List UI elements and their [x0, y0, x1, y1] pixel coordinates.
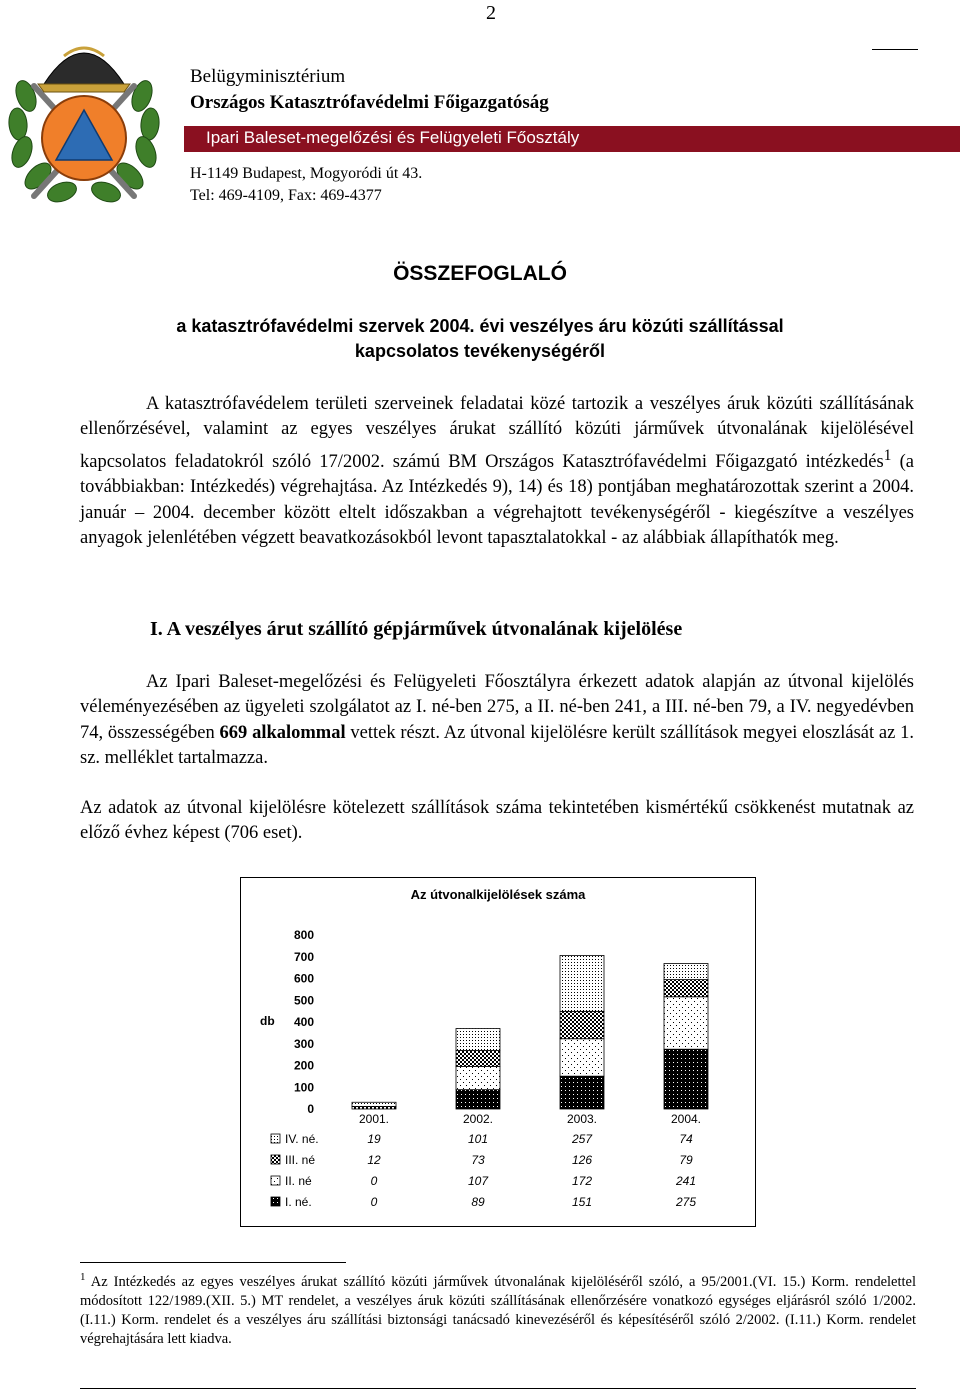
- data-table-value: 0: [370, 1195, 378, 1209]
- bar-segment: [456, 1029, 500, 1051]
- route-text-1: Az Ipari Baleset-megelőzési és Felügyeleti Főosztályra érkezett adatok alapján az útvonal kijelölés véleményezésében az ügyeleti szolgálatot az I. né-ben 275, a II. né-ben 241, a III. né-ben 79, a IV. negyedévben 74, összességében: [80, 672, 914, 743]
- data-table-value: 19: [367, 1132, 381, 1146]
- chart-title: Az útvonalkijelölések száma: [410, 887, 586, 902]
- bar-segment: [560, 1076, 604, 1109]
- data-table-value: 73: [471, 1153, 485, 1167]
- bar-segment: [560, 1011, 604, 1038]
- legend-label: III. né: [285, 1153, 316, 1167]
- y-tick-label: 100: [293, 1080, 314, 1095]
- section-1-heading: I. A veszélyes árut szállító gépjárművek útvonalának kijelölése: [150, 618, 683, 640]
- bar-segment: [664, 1049, 708, 1109]
- y-tick-label: 400: [293, 1015, 314, 1029]
- legend-swatch: [271, 1197, 280, 1206]
- x-tick-label: 2002.: [462, 1112, 494, 1126]
- bar-segment: [560, 1039, 604, 1076]
- y-tick-label: 300: [293, 1036, 314, 1051]
- page-number: 2: [486, 2, 496, 24]
- bar-segment: [352, 1102, 396, 1106]
- data-table-value: 241: [675, 1174, 697, 1188]
- department-name: Ipari Baleset-megelőzési és Felügyeleti Főosztály: [206, 128, 580, 147]
- route-total: 669 alkalommal: [219, 722, 346, 743]
- footnote-rule: [80, 1262, 346, 1263]
- comparison-paragraph: Az adatok az útvonal kijelölésre kötelezett szállítások száma tekintetében kismértékű csökkenést mutatnak az előző évhez képest (706 eset).: [80, 798, 914, 844]
- route-designation-chart: [240, 877, 756, 1227]
- legend-swatch: [271, 1134, 280, 1143]
- y-tick-label: 700: [293, 949, 314, 964]
- bar-segment: [456, 1050, 500, 1066]
- intro-text-1: A katasztrófavédelem területi szerveinek feladatai közé tartozik a veszélyes áruk közúti szállításának ellenőrzésével, valamint az egyes veszélyes árukat szállító közúti járművek útvonalának kijelölésével kapcsolatos feladatokról szóló 17/2002. számú BM Országos Katasztrófavédelmi Főigazgató intézkedés: [80, 394, 914, 472]
- bar-segment: [560, 955, 604, 1011]
- ministry-name: Belügyminisztérium: [190, 66, 346, 87]
- subtitle-line-1: a katasztrófavédelmi szervek 2004. évi veszélyes áru közúti szállítással: [176, 316, 784, 336]
- data-table-value: 0: [370, 1174, 378, 1188]
- subtitle-line-2: kapcsolatos tevékenységéről: [354, 341, 606, 361]
- data-table-value: 172: [571, 1174, 593, 1188]
- bar-segment: [456, 1066, 500, 1089]
- intro-paragraph: [80, 392, 914, 552]
- document-title: ÖSSZEFOGLALÓ: [393, 262, 567, 285]
- data-table-value: 257: [571, 1132, 593, 1146]
- x-tick-label: 2001.: [358, 1112, 390, 1126]
- footnote: [80, 1268, 916, 1349]
- directorate-name: Országos Katasztrófavédelmi Főigazgatóság: [190, 92, 549, 113]
- y-tick-label: 800: [293, 928, 314, 942]
- legend-label: II. né: [285, 1174, 312, 1188]
- x-tick-label: 2003.: [566, 1112, 598, 1126]
- legend-label: IV. né.: [285, 1132, 319, 1146]
- chart-plot-area: [260, 928, 708, 1209]
- data-table-value: 107: [467, 1174, 489, 1188]
- legend-swatch: [271, 1155, 280, 1164]
- bar-segment: [664, 997, 708, 1049]
- helmet: [38, 48, 130, 92]
- legend-swatch: [271, 1176, 280, 1185]
- data-table-value: 12: [367, 1153, 381, 1167]
- data-table-value: 275: [675, 1195, 697, 1209]
- contact-numbers: Tel: 469-4109, Fax: 469-4377: [190, 187, 382, 204]
- top-rule: [872, 49, 918, 50]
- y-tick-label: 200: [293, 1058, 314, 1073]
- data-table-value: 101: [467, 1132, 489, 1146]
- bar-segment: [664, 963, 708, 979]
- y-tick-label: 600: [293, 971, 314, 986]
- data-table-value: 126: [571, 1153, 593, 1167]
- y-tick-label: 500: [293, 993, 314, 1008]
- route-paragraph: [80, 670, 914, 772]
- data-table-value: 89: [471, 1195, 485, 1209]
- y-tick-label: 0: [307, 1102, 314, 1116]
- route-text-2: vettek részt. Az útvonal kijelölésre került szállítások megyei eloszlását az 1. sz. melléklet tartalmazza.: [80, 722, 914, 769]
- address: H-1149 Budapest, Mogyoródi út 43.: [190, 165, 423, 182]
- y-axis-label: db: [260, 1014, 275, 1028]
- data-table-value: 79: [679, 1153, 693, 1167]
- department-banner: [184, 126, 960, 152]
- bottom-rule: [80, 1388, 916, 1389]
- bar-segment: [664, 980, 708, 997]
- intro-text-2: (a továbbiakban: Intézkedés) végrehajtása. Az Intézkedés 9), 14) és 18) pontjában meghatározottak szerint a 2004. január – 2004. december között eltelt időszakban a végrehajtott tevékenységéről - kiegészítve a veszélyes anyagok jelenlétében végzett beavatkozásokból levont tapasztalatokkal - az alábbiak állapíthatók meg.: [80, 451, 914, 549]
- data-table-value: 151: [571, 1195, 593, 1209]
- footnote-reference[interactable]: 1: [883, 446, 892, 464]
- fire-service-emblem-icon: [4, 26, 164, 206]
- bar-segment: [456, 1090, 500, 1109]
- footnote-mark: 1: [80, 1271, 86, 1283]
- footnote-text: Az Intézkedés az egyes veszélyes árukat szállító közúti járművek útvonalának kijelöléséről szóló, a 95/2001.(VI. 15.) Korm. rendelettel módosított 122/1989.(XII. 5.) MT rendelet, a veszélyes áruk közúti szállításának ellenőrzésére vonatkozó egységes eljárásról szóló 1/2002. (I.11.) Korm. rendelet és a veszélyes áru szállítási biztonsági tanácsadó kinevezéséről és képesítéséről szóló 2/2002. (I.11.) Korm. rendelet végrehajtására lett kiadva.: [80, 1273, 917, 1347]
- data-table-value: 74: [679, 1132, 693, 1146]
- x-tick-label: 2004.: [670, 1112, 702, 1126]
- legend-label: I. né.: [285, 1195, 312, 1209]
